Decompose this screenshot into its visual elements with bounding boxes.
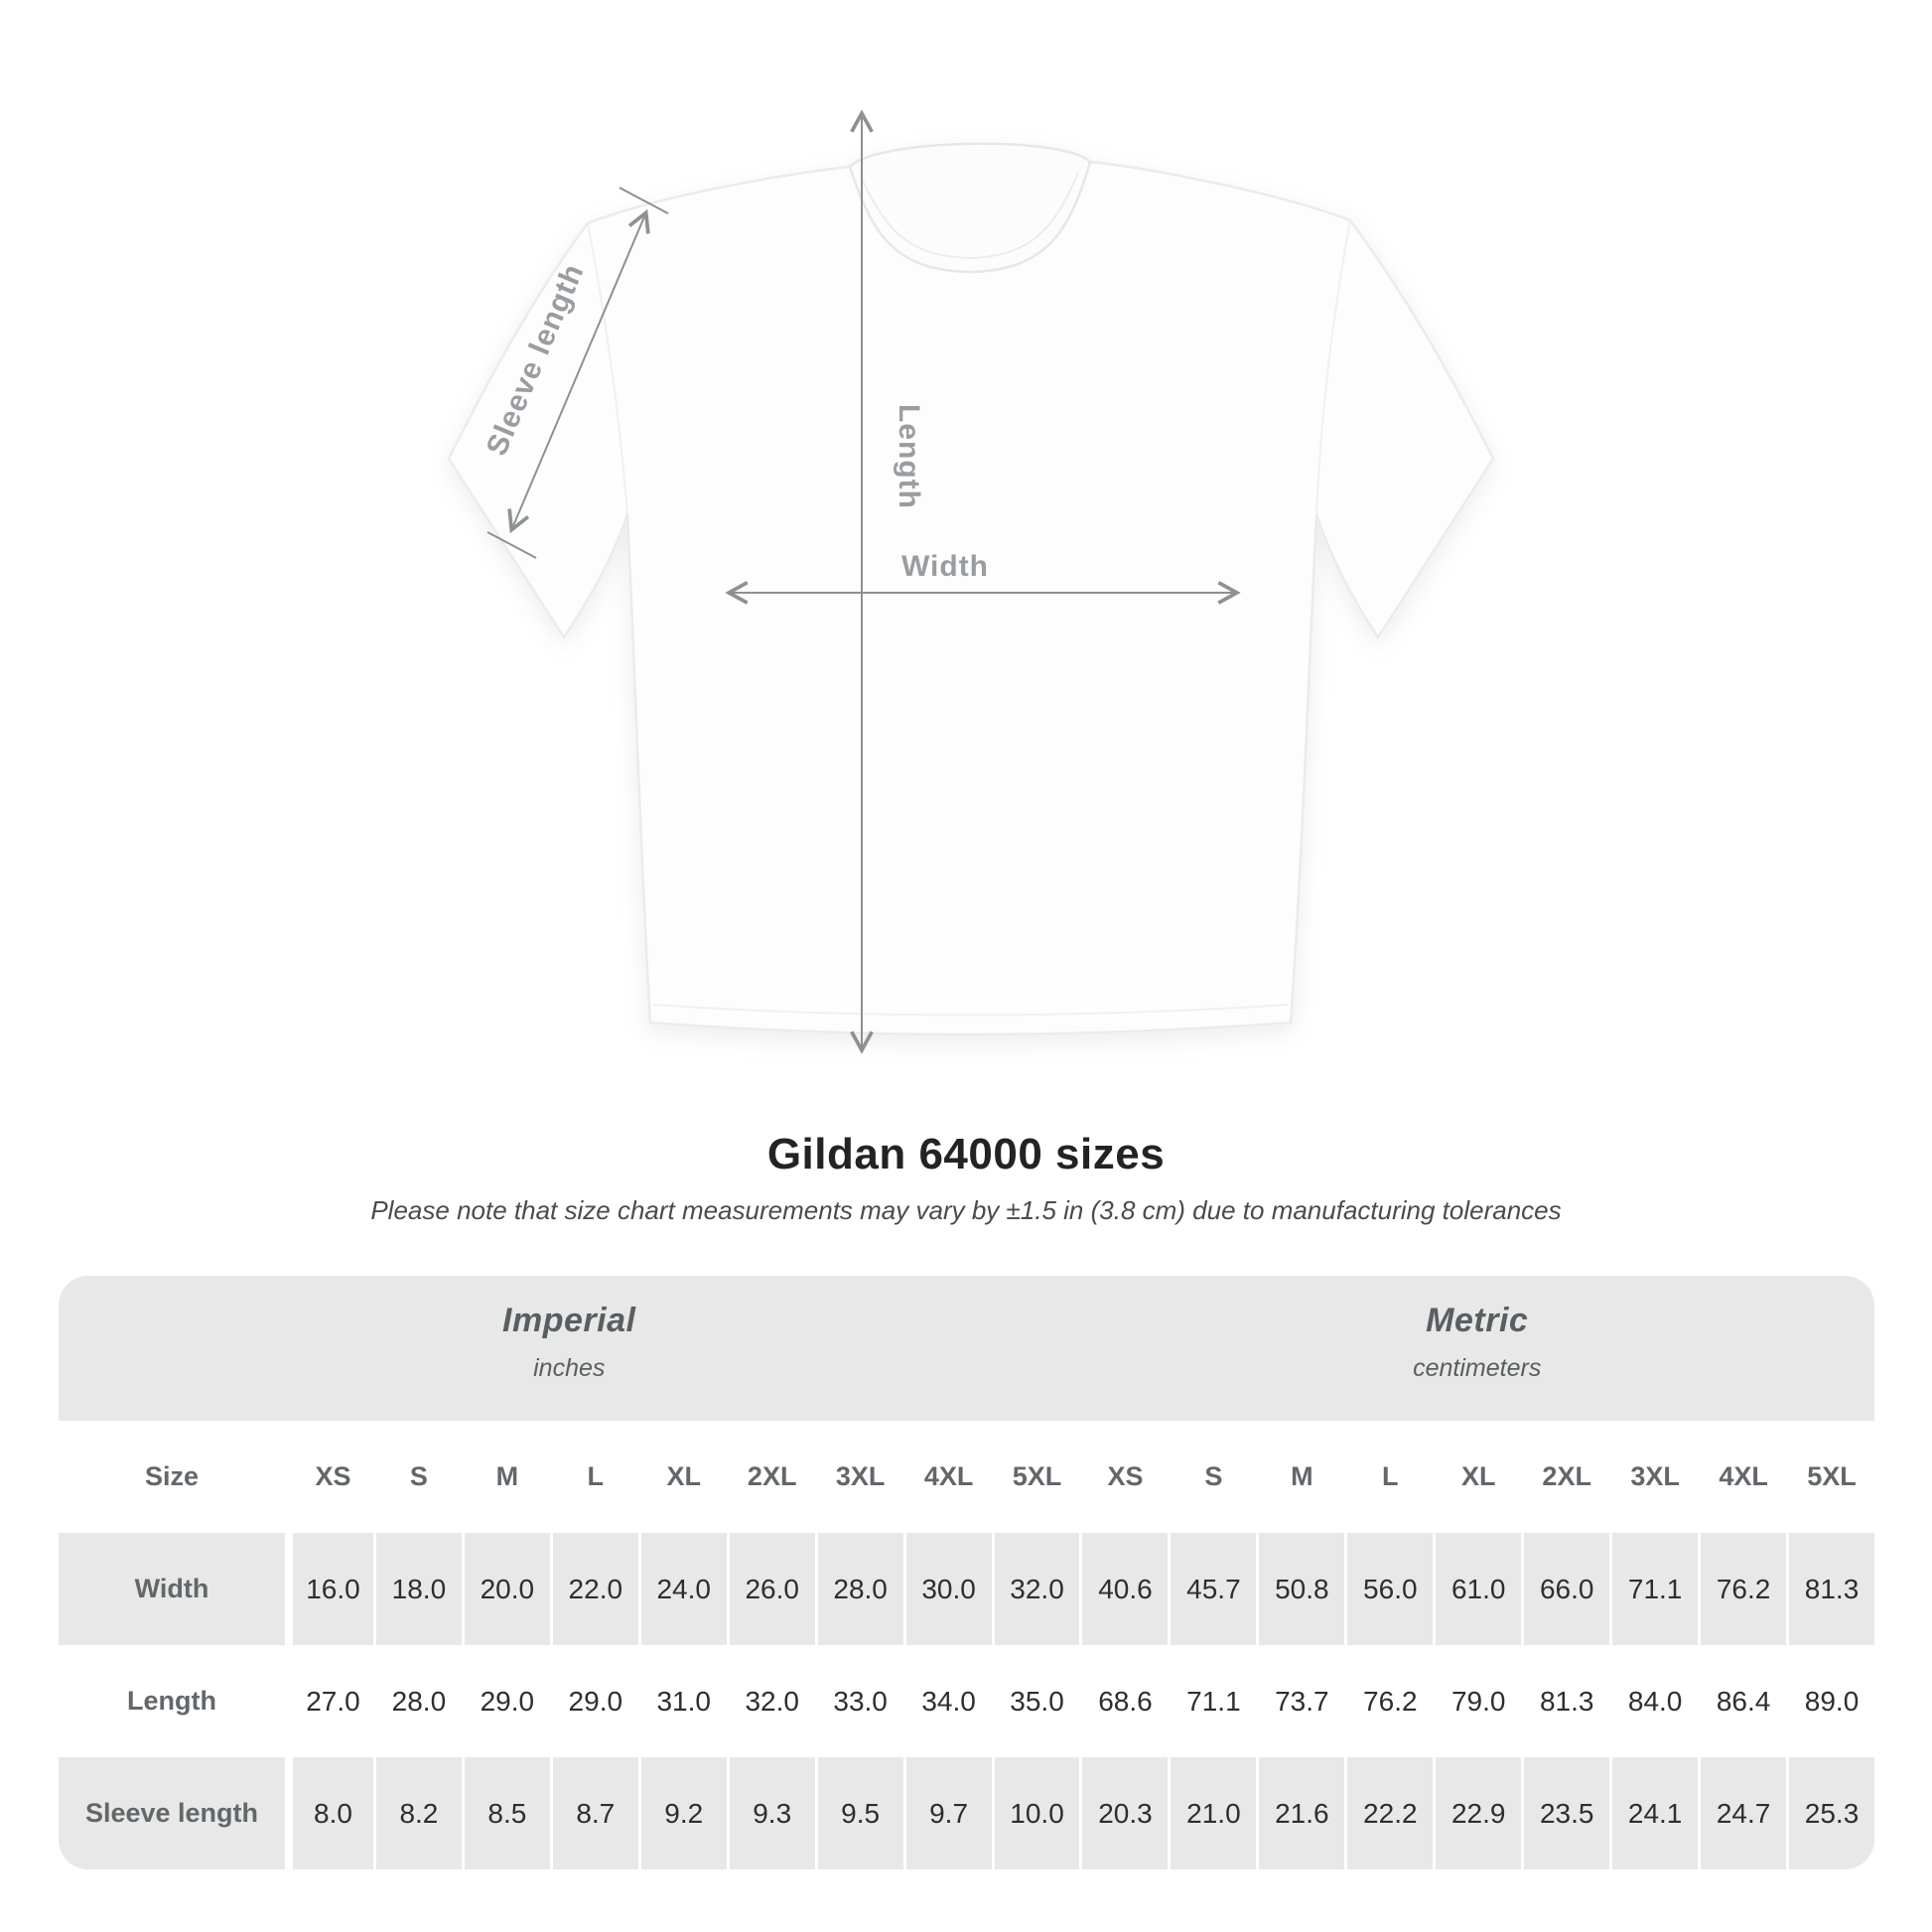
value-cell: 89.0 [1786,1645,1874,1757]
value-cell: 35.0 [992,1645,1080,1757]
value-cell: 22.9 [1433,1757,1521,1869]
unit-label: Metric [1426,1302,1529,1339]
value-cell: 34.0 [903,1645,992,1757]
length-label: Length [893,404,925,509]
value-cell: 9.5 [815,1757,903,1869]
size-col-header: 5XL [992,1421,1080,1533]
value-cell: 81.3 [1786,1533,1874,1645]
value-cell: 21.0 [1168,1757,1256,1869]
size-col-header: 5XL [1786,1421,1874,1533]
value-cell: 24.0 [638,1533,727,1645]
value-cell: 71.1 [1168,1645,1256,1757]
value-cell: 24.7 [1698,1757,1786,1869]
size-col-header: 3XL [815,1421,903,1533]
size-col-header: XS [285,1421,373,1533]
value-cell: 45.7 [1168,1533,1256,1645]
size-col-header: XS [1079,1421,1168,1533]
value-cell: 81.3 [1521,1645,1609,1757]
value-cell: 31.0 [638,1645,727,1757]
value-cell: 28.0 [373,1645,462,1757]
value-cell: 79.0 [1433,1645,1521,1757]
size-row-header: Size [144,1461,200,1491]
unit-sublabel: inches [533,1354,606,1382]
value-cell: 26.0 [727,1533,815,1645]
size-col-header: 2XL [727,1421,815,1533]
value-cell: 61.0 [1433,1533,1521,1645]
value-cell: 86.4 [1698,1645,1786,1757]
size-col-header: L [550,1421,638,1533]
value-cell: 73.7 [1256,1645,1344,1757]
value-cell: 20.3 [1079,1757,1168,1869]
value-cell: 71.1 [1609,1533,1698,1645]
value-cell: 9.3 [727,1757,815,1869]
width-label: Width [900,550,990,583]
size-col-header: S [1168,1421,1256,1533]
value-cell: 23.5 [1521,1757,1609,1869]
value-cell: 27.0 [285,1645,373,1757]
value-cell: 8.5 [462,1757,550,1869]
value-cell: 56.0 [1344,1533,1433,1645]
size-col-header: S [373,1421,462,1533]
tolerance-note: Please note that size chart measurements may vary by ±1.5 in (3.8 cm) due to manufacturing tolerances [370,1195,1562,1225]
value-cell: 9.2 [638,1757,727,1869]
tshirt-illustration [449,144,1493,1035]
value-cell: 9.7 [903,1757,992,1869]
value-cell: 40.6 [1079,1533,1168,1645]
value-cell: 22.2 [1344,1757,1433,1869]
value-cell: 21.6 [1256,1757,1344,1869]
size-col-header: M [462,1421,550,1533]
size-col-header: 4XL [903,1421,992,1533]
value-cell: 10.0 [992,1757,1080,1869]
row-label: Length [127,1686,216,1716]
value-cell: 16.0 [285,1533,373,1645]
value-cell: 25.3 [1786,1757,1874,1869]
sleeve-length-label: Sleeve length [480,258,591,461]
value-cell: 50.8 [1256,1533,1344,1645]
size-col-header: XL [638,1421,727,1533]
value-cell: 24.1 [1609,1757,1698,1869]
size-col-header: 2XL [1521,1421,1609,1533]
unit-label: Imperial [502,1302,636,1339]
unit-sublabel: centimeters [1413,1354,1542,1382]
size-col-header: M [1256,1421,1344,1533]
size-col-header: 3XL [1609,1421,1698,1533]
value-cell: 76.2 [1344,1645,1433,1757]
size-col-header: 4XL [1698,1421,1786,1533]
value-cell: 30.0 [903,1533,992,1645]
size-table [59,1276,1874,1869]
page-title: Gildan 64000 sizes [766,1130,1166,1178]
row-label: Sleeve length [59,1757,285,1869]
value-cell: 22.0 [550,1533,638,1645]
unit-band-metric [1079,1276,1874,1421]
value-cell: 32.0 [727,1645,815,1757]
size-col-header: XL [1433,1421,1521,1533]
value-cell: 8.0 [285,1757,373,1869]
value-cell: 84.0 [1609,1645,1698,1757]
value-cell: 32.0 [992,1533,1080,1645]
value-cell: 68.6 [1079,1645,1168,1757]
size-col-header: L [1344,1421,1433,1533]
value-cell: 8.2 [373,1757,462,1869]
value-cell: 20.0 [462,1533,550,1645]
value-cell: 28.0 [815,1533,903,1645]
value-cell: 66.0 [1521,1533,1609,1645]
value-cell: 29.0 [550,1645,638,1757]
unit-band-imperial [59,1276,1079,1421]
row-label: Width [59,1533,285,1645]
value-cell: 33.0 [815,1645,903,1757]
value-cell: 76.2 [1698,1533,1786,1645]
value-cell: 18.0 [373,1533,462,1645]
value-cell: 8.7 [550,1757,638,1869]
value-cell: 29.0 [462,1645,550,1757]
